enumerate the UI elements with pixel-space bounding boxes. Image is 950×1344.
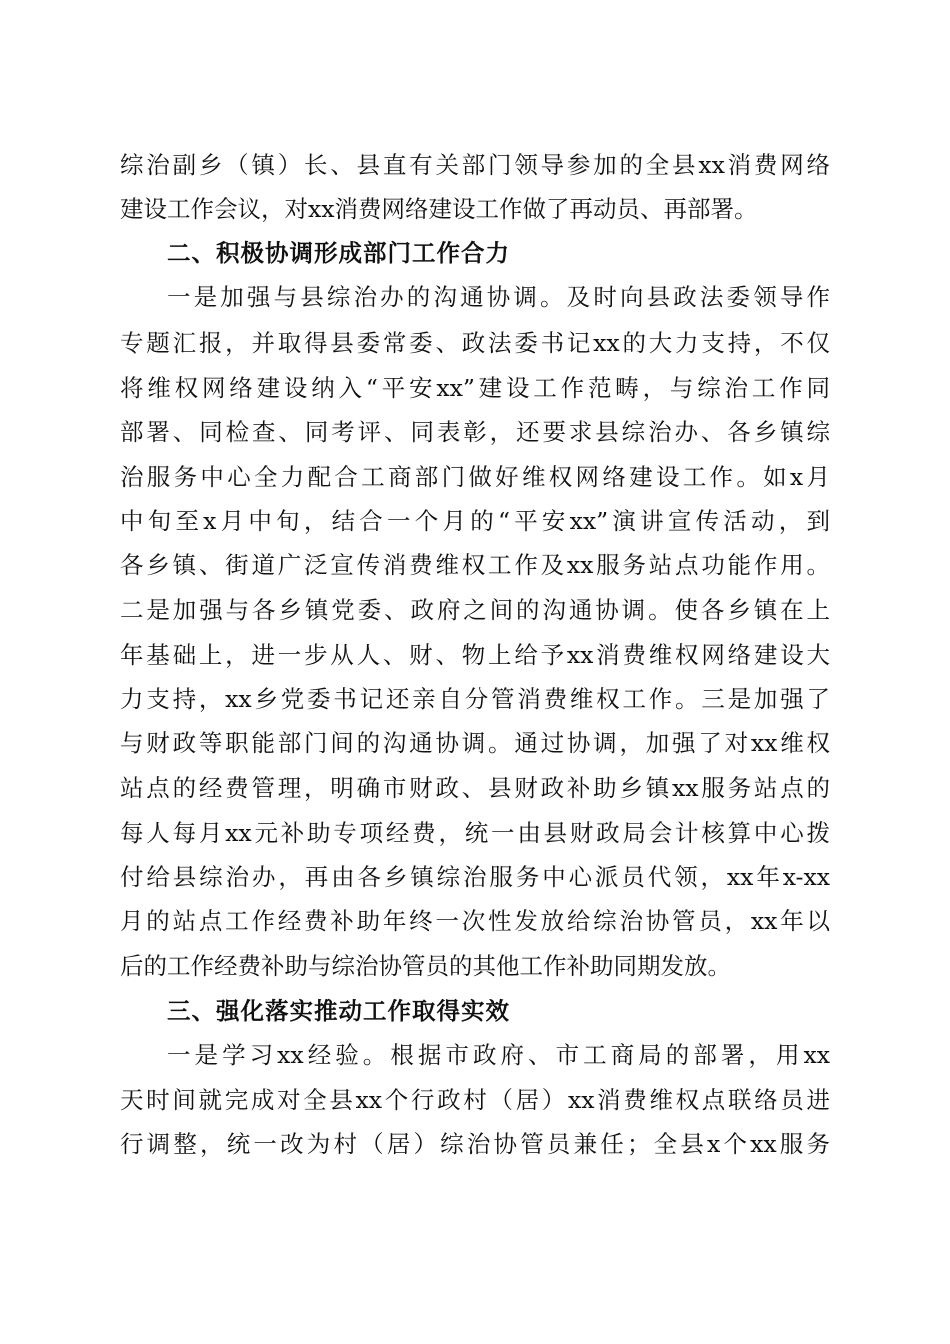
body-line: 综治副乡（镇）长、县直有关部门领导参加的全县xx消费网络 — [120, 151, 830, 179]
body-line: 中旬至x月中旬，结合一个月的“平安xx”演讲宣传活动，到 — [120, 507, 830, 535]
body-line: 后的工作经费补助与综治协管员的其他工作补助同期发放。 — [120, 952, 731, 980]
body-line: 付给县综治办，再由各乡镇综治服务中心派员代领，xx年x-xx — [120, 863, 830, 891]
section-heading-3: 三、强化落实推动工作取得实效 — [167, 997, 510, 1025]
body-line: 与财政等职能部门间的沟通协调。通过协调，加强了对xx维权 — [120, 729, 830, 757]
body-line: 行调整，统一改为村（居）综治协管员兼任；全县x个xx服务 — [120, 1130, 830, 1158]
body-line: 部署、同检查、同考评、同表彰，还要求县综治办、各乡镇综 — [120, 418, 830, 446]
body-line: 将维权网络建设纳入“平安xx”建设工作范畴，与综治工作同 — [120, 374, 830, 402]
body-line: 治服务中心全力配合工商部门做好维权网络建设工作。如x月 — [120, 463, 830, 491]
body-line: 天时间就完成对全县xx个行政村（居）xx消费维权点联络员进 — [120, 1086, 830, 1114]
body-line: 二是加强与各乡镇党委、政府之间的沟通协调。使各乡镇在上 — [120, 596, 830, 624]
body-line: 每人每月xx元补助专项经费，统一由县财政局会计核算中心拨 — [120, 819, 830, 847]
body-line: 年基础上，进一步从人、财、物上给予xx消费维权网络建设大 — [120, 641, 830, 669]
body-line: 力支持，xx乡党委书记还亲自分管消费维权工作。三是加强了 — [120, 685, 830, 713]
body-line: 各乡镇、街道广泛宣传消费维权工作及xx服务站点功能作用。 — [120, 551, 830, 579]
body-line: 月的站点工作经费补助年终一次性发放给综治协管员，xx年以 — [120, 907, 830, 935]
body-line: 一是加强与县综治办的沟通协调。及时向县政法委领导作 — [167, 283, 830, 311]
section-heading-2: 二、积极协调形成部门工作合力 — [167, 239, 510, 267]
body-line: 站点的经费管理，明确市财政、县财政补助乡镇xx服务站点的 — [120, 774, 830, 802]
body-line: 一是学习xx经验。根据市政府、市工商局的部署，用xx — [167, 1041, 830, 1069]
body-line: 建设工作会议，对xx消费网络建设工作做了再动员、再部署。 — [120, 195, 758, 223]
body-line: 专题汇报，并取得县委常委、政法委书记xx的大力支持，不仅 — [120, 329, 830, 357]
